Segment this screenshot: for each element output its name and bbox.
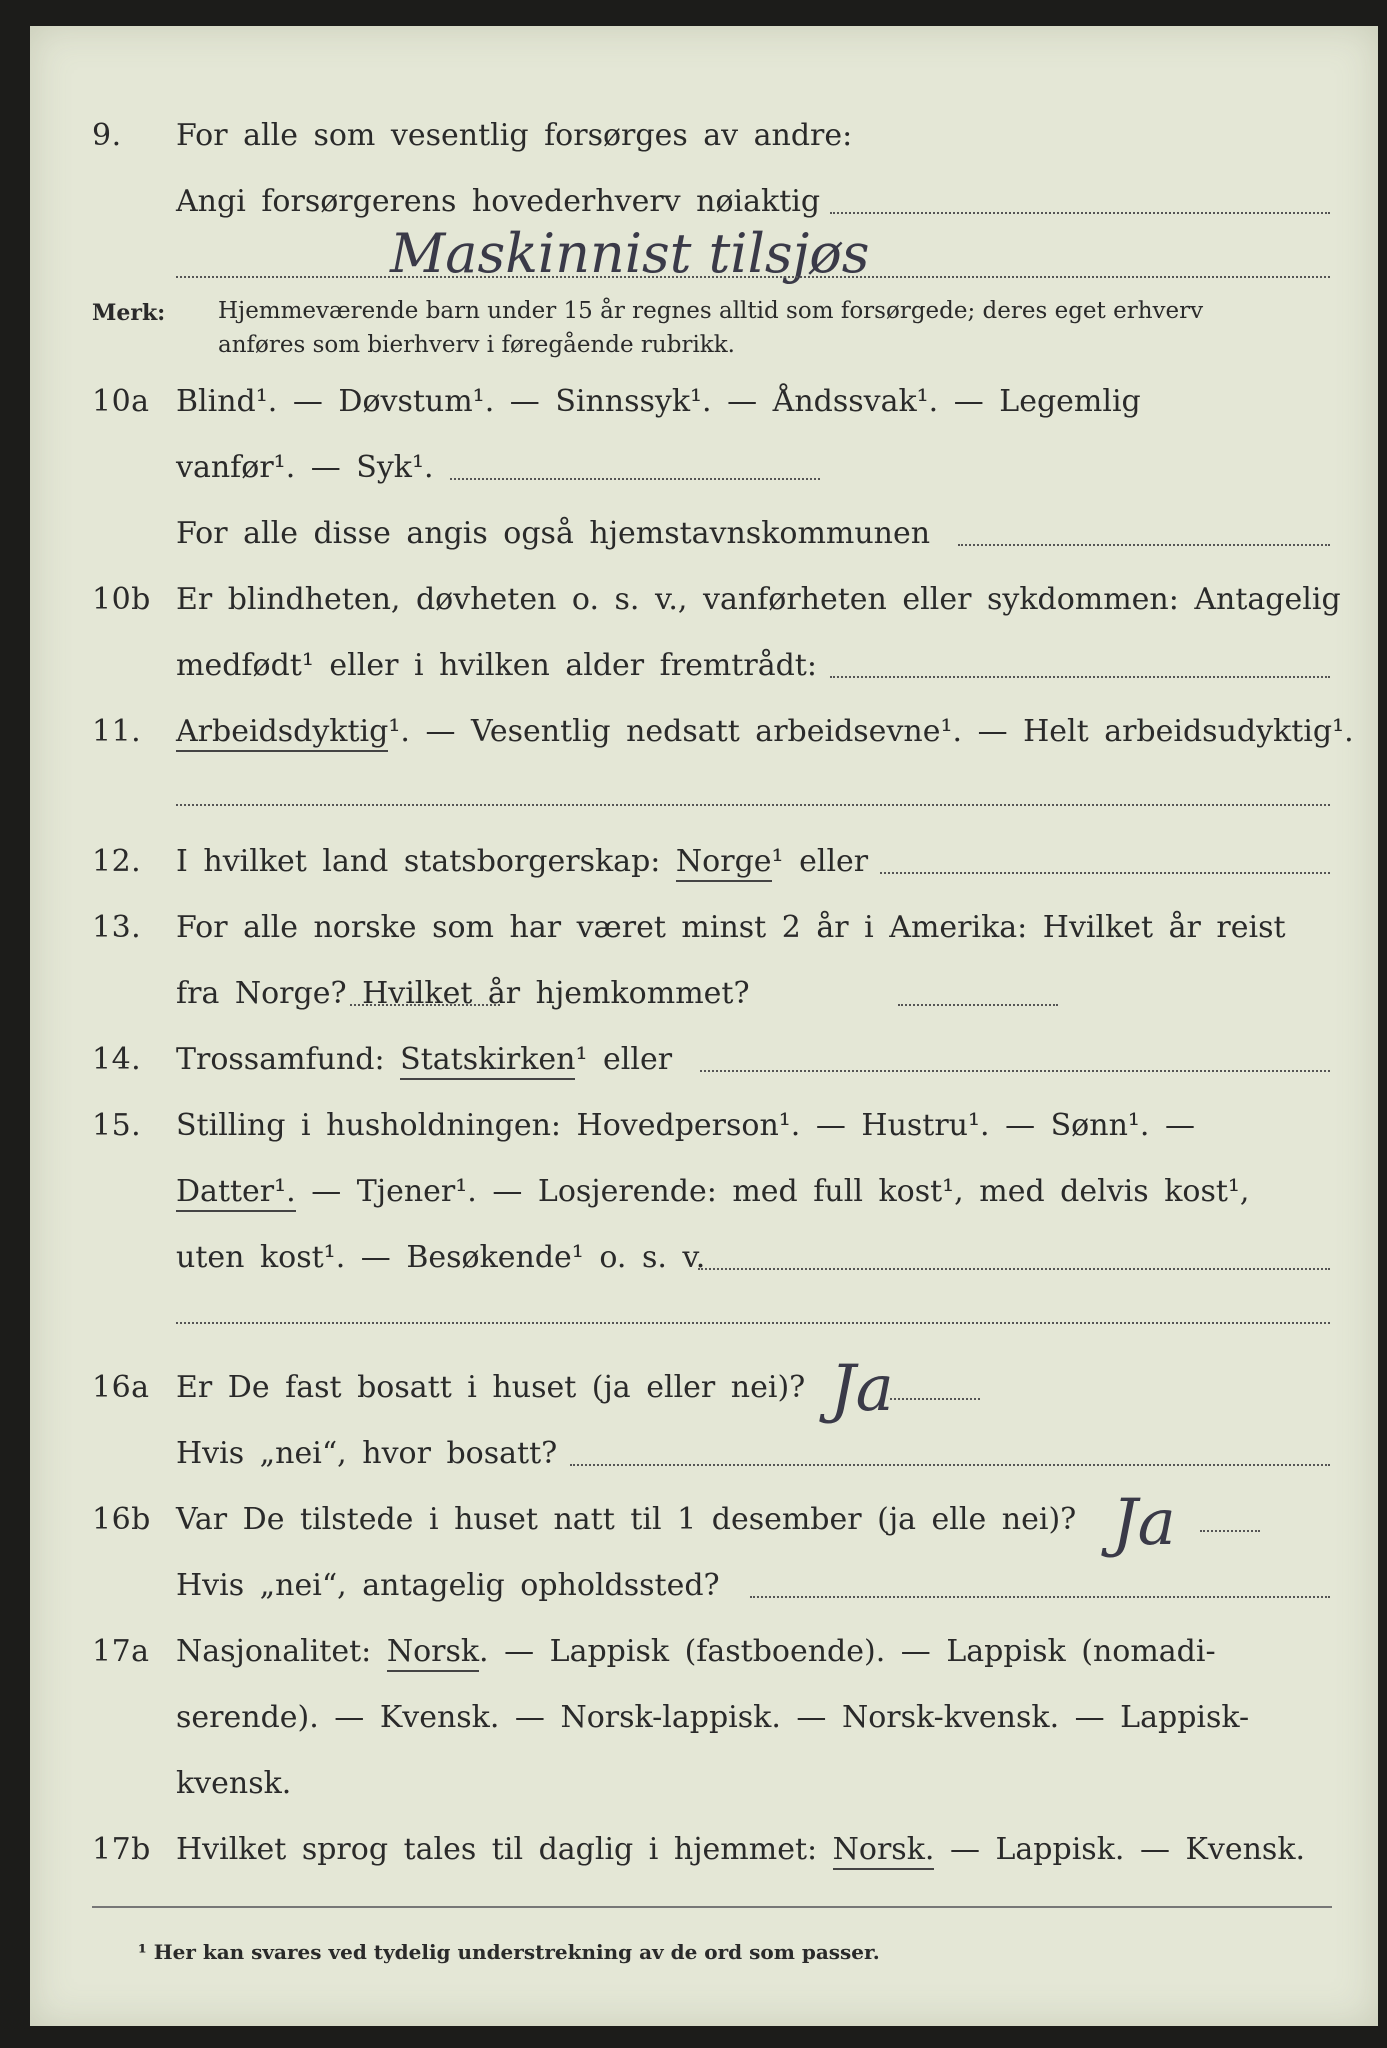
item-13-line-2: fra Norge? Hvilket år hjemkommet? xyxy=(176,976,750,1011)
selected-option-arbeidsdyktig: Arbeidsdyktig xyxy=(176,714,388,752)
answer-line xyxy=(958,544,1330,546)
item-number-9: 9. xyxy=(92,118,122,153)
item-17a-line-2: serende). — Kvensk. — Norsk-lappisk. — Norsk-kvensk. — Lappisk- xyxy=(176,1700,1250,1735)
item-16b-line-2: Hvis „nei“, antagelig opholdssted? xyxy=(176,1568,720,1603)
item-number-13: 13. xyxy=(92,910,142,945)
answer-line xyxy=(890,1398,980,1400)
item-16a-line-2: Hvis „nei“, hvor bosatt? xyxy=(176,1436,558,1471)
item-17a-line-1 xyxy=(176,1634,1216,1669)
answer-line xyxy=(176,1322,1330,1324)
selected-option-norsk: Norsk xyxy=(387,1634,479,1672)
footnote: ¹ Her kan svares ved tydelig understrekning av de ord som passer. xyxy=(138,1940,880,1964)
item-number-15: 15. xyxy=(92,1108,142,1143)
item-number-11: 11. xyxy=(92,714,142,749)
answer-line xyxy=(830,676,1330,678)
item-17b-line xyxy=(176,1832,1305,1867)
item-15-line-2 xyxy=(176,1174,1249,1209)
answer-line xyxy=(1200,1530,1260,1532)
item-10b-line-2: medfødt¹ eller i hvilken alder fremtrådt: xyxy=(176,648,817,683)
item-16b-line-1: Var De tilstede i huset natt til 1 desember (ja elle nei)? xyxy=(176,1502,1077,1537)
item-9-instruction: Angi forsørgerens hovederhverv nøiaktig xyxy=(176,184,821,219)
item-16a-line-1: Er De fast bosatt i huset (ja eller nei)? xyxy=(176,1370,806,1405)
item-10a-line-3: For alle disse angis også hjemstavnskommunen xyxy=(176,516,931,551)
selected-option-statskirken: Statskirken xyxy=(400,1042,575,1080)
answer-line xyxy=(350,1004,500,1006)
answer-line xyxy=(176,804,1330,806)
answer-line xyxy=(898,1004,1058,1006)
answer-line xyxy=(830,212,1330,214)
item-17a-suffix: . — Lappisk (fastboende). — Lappisk (nomadi- xyxy=(479,1634,1216,1669)
selected-option-norsk: Norsk. xyxy=(833,1832,935,1870)
answer-line xyxy=(570,1464,1330,1466)
item-14-prefix: Trossamfund: xyxy=(176,1042,401,1077)
item-10a-line-1: Blind¹. — Døvstum¹. — Sinnssyk¹. — Åndssvak¹. — Legemlig xyxy=(176,384,1141,419)
handwritten-answer-ja: Ja xyxy=(1112,1486,1176,1560)
item-9-question: For alle som vesentlig forsørges av andre: xyxy=(176,118,853,153)
item-number-17b: 17b xyxy=(92,1832,151,1867)
census-form-page xyxy=(30,26,1378,2026)
item-17b-suffix: — Lappisk. — Kvensk. xyxy=(934,1832,1306,1867)
item-12-prefix: I hvilket land statsborgerskap: xyxy=(176,844,676,879)
answer-line xyxy=(176,276,1330,278)
item-number-17a: 17a xyxy=(92,1634,150,1669)
footnote-divider xyxy=(92,1906,1332,1908)
item-14-suffix: ¹ eller xyxy=(575,1042,673,1077)
item-12-suffix: ¹ eller xyxy=(771,844,869,879)
answer-line xyxy=(750,1596,1330,1598)
answer-line xyxy=(450,478,820,480)
item-number-10a: 10a xyxy=(92,384,150,419)
selected-option-datter: Datter¹. xyxy=(176,1174,296,1212)
item-number-10b: 10b xyxy=(92,582,151,617)
item-10b-line-1: Er blindheten, døvheten o. s. v., vanførheten eller sykdommen: Antagelig xyxy=(176,582,1341,617)
note-text-line-2: anføres som bierhverv i føregående rubrikk. xyxy=(218,332,735,358)
item-17a-line-3: kvensk. xyxy=(176,1766,292,1801)
item-11-line xyxy=(176,714,1354,749)
item-15-line-1: Stilling i husholdningen: Hovedperson¹. — Hustru¹. — Sønn¹. — xyxy=(176,1108,1195,1143)
item-14-line xyxy=(176,1042,672,1077)
item-number-14: 14. xyxy=(92,1042,142,1077)
item-13-line-1: For alle norske som har været minst 2 år i Amerika: Hvilket år reist xyxy=(176,910,1286,945)
note-text-line-1: Hjemmeværende barn under 15 år regnes alltid som forsørgede; deres eget erhverv xyxy=(218,298,1204,324)
item-17b-prefix: Hvilket sprog tales til daglig i hjemmet: xyxy=(176,1832,833,1867)
item-10a-line-2: vanfør¹. — Syk¹. xyxy=(176,450,434,485)
selected-option-norge: Norge xyxy=(676,844,772,882)
item-number-12: 12. xyxy=(92,844,142,879)
item-15-line-3: uten kost¹. — Besøkende¹ o. s. v. xyxy=(176,1240,706,1275)
item-15-line-2-rest: — Tjener¹. — Losjerende: med full kost¹, med delvis kost¹, xyxy=(295,1174,1250,1209)
item-11-rest: ¹. — Vesentlig nedsatt arbeidsevne¹. — Helt arbeidsudyktig¹. xyxy=(388,714,1354,749)
note-label: Merk: xyxy=(92,300,166,326)
answer-line xyxy=(700,1070,1330,1072)
handwritten-answer-ja: Ja xyxy=(830,1352,894,1426)
item-12-line xyxy=(176,844,868,879)
answer-line xyxy=(880,872,1330,874)
item-number-16a: 16a xyxy=(92,1370,150,1405)
item-number-16b: 16b xyxy=(92,1502,151,1537)
item-17a-prefix: Nasjonalitet: xyxy=(176,1634,387,1669)
answer-line xyxy=(698,1268,1330,1270)
handwritten-occupation: Maskinnist tilsjøs xyxy=(390,222,870,285)
